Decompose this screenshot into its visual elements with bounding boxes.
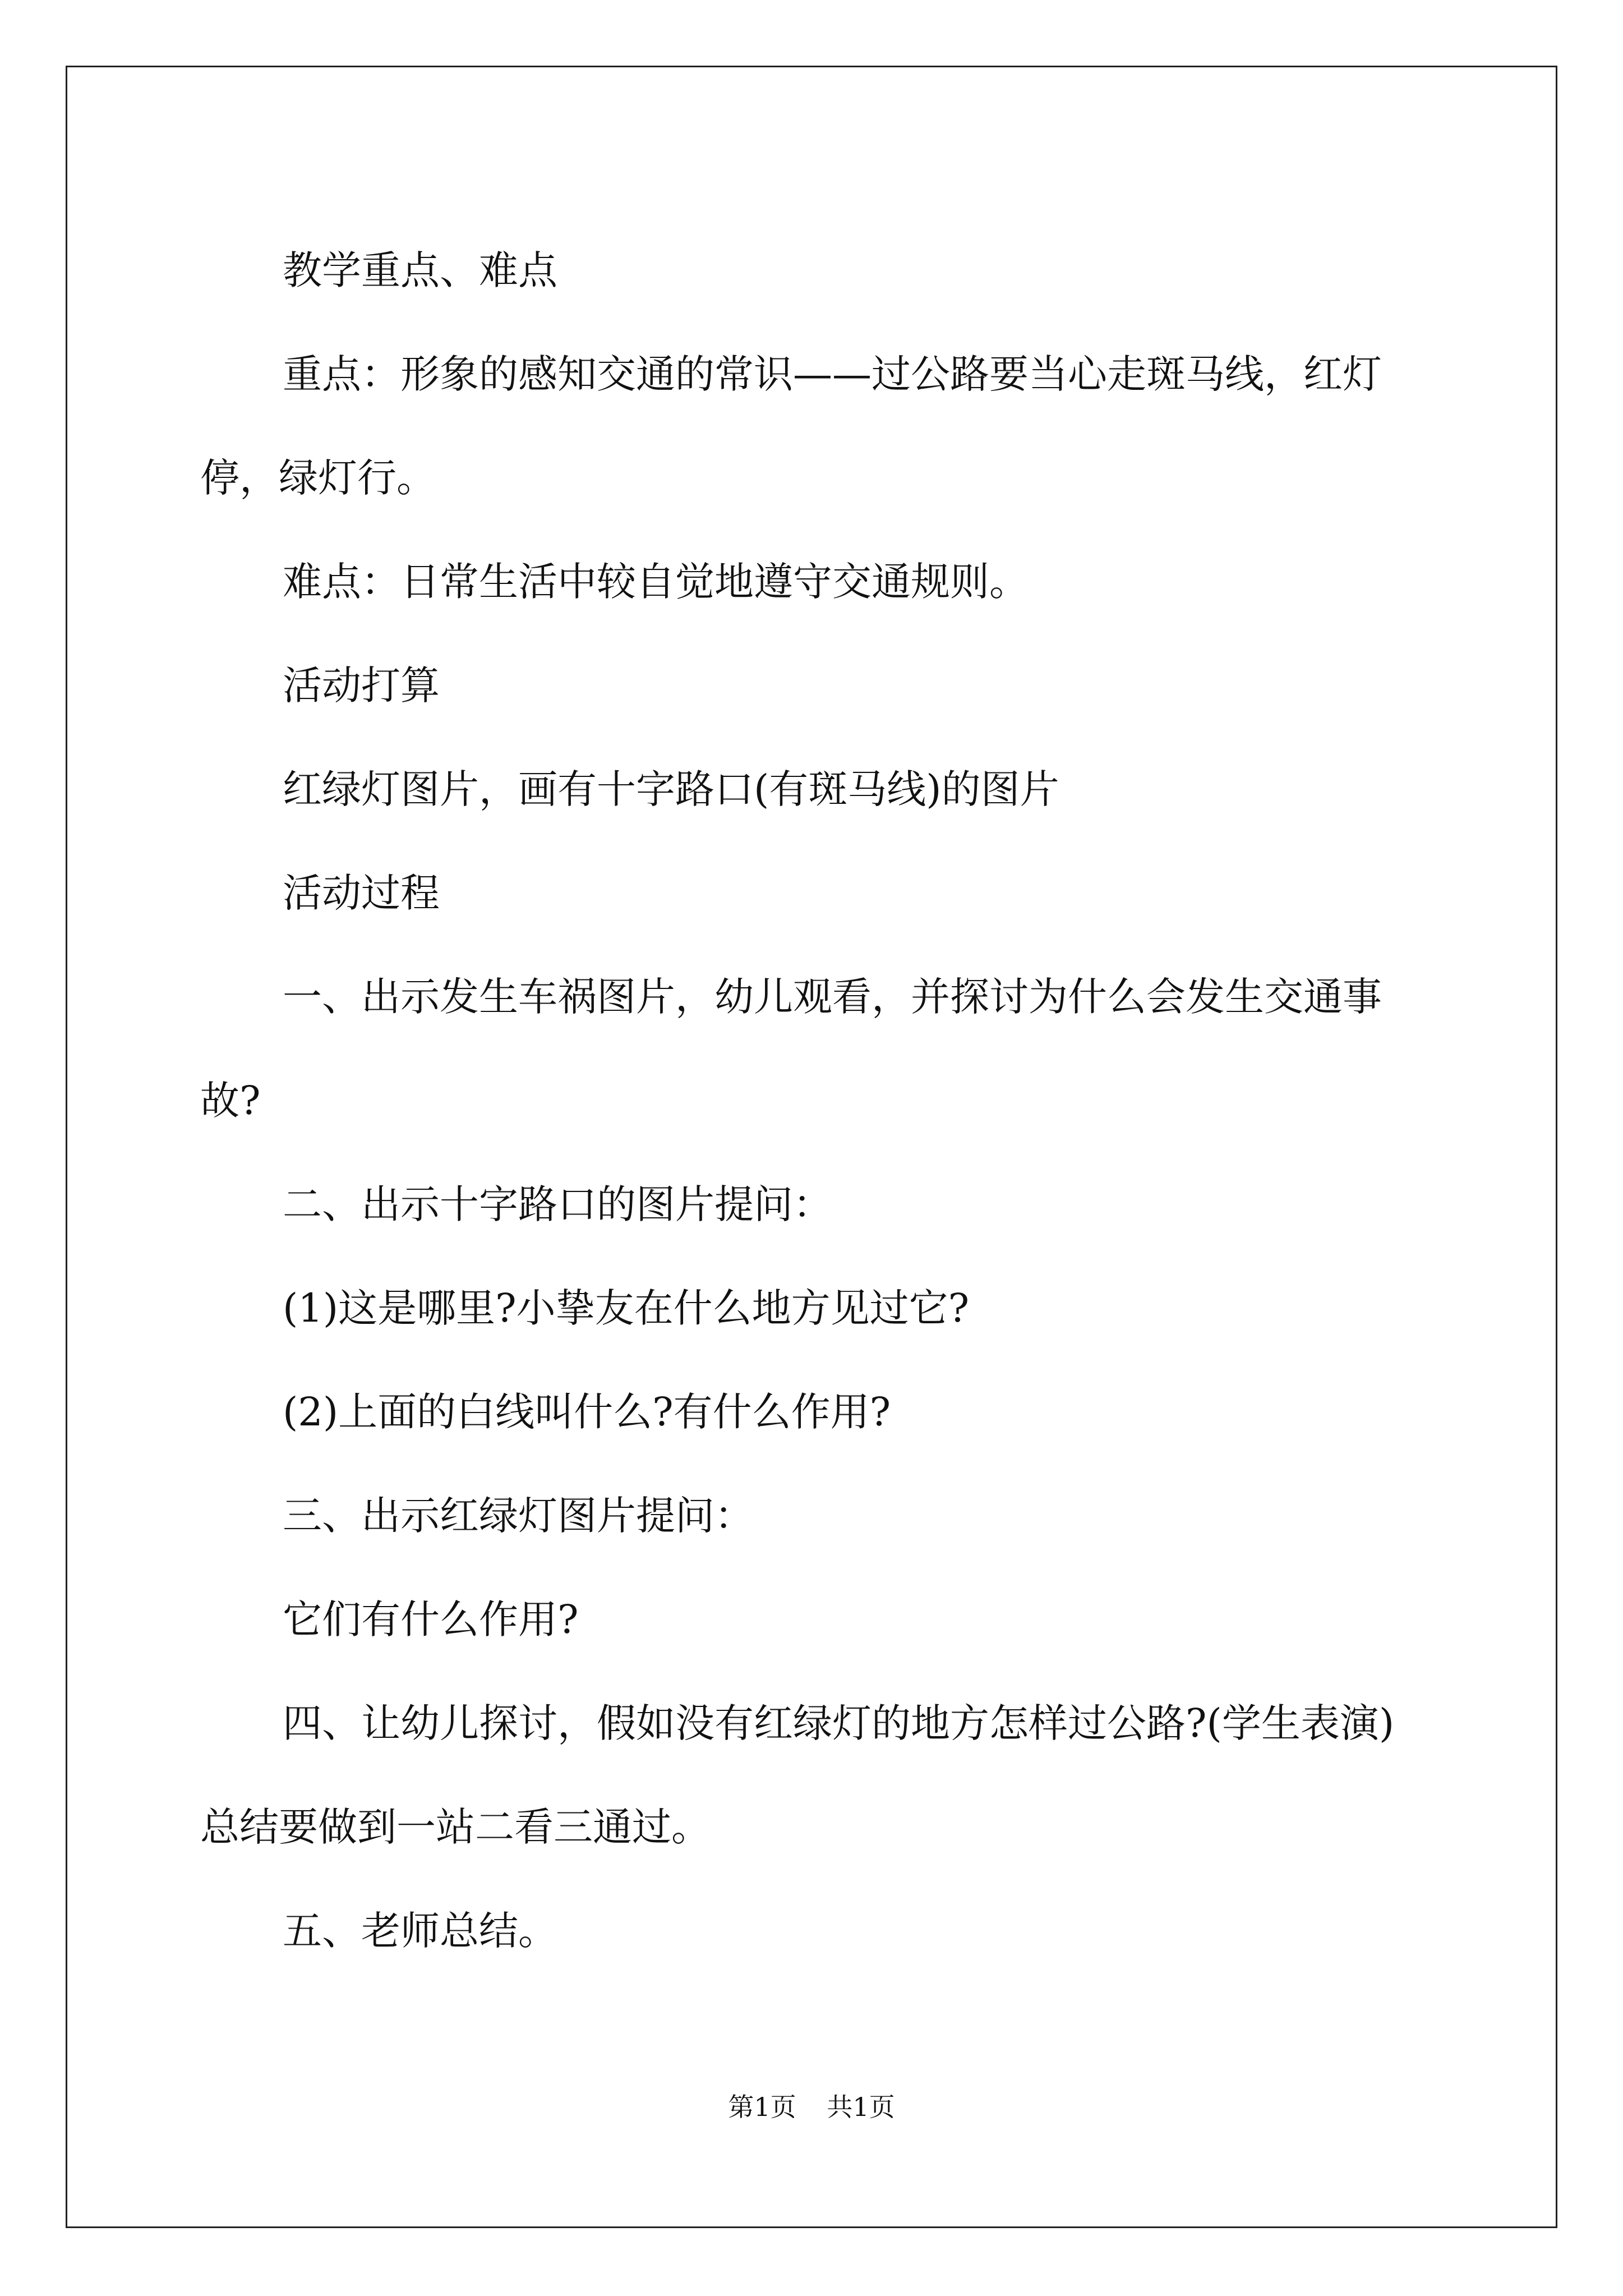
step-three-line: 三、出示红绿灯图片提问： [283, 1493, 754, 1539]
step-four-line: 四、让幼儿探讨，假如没有红绿灯的地方怎样过公路?(学生表演) [283, 1700, 1395, 1746]
preparation-line: 红绿灯图片，画有十字路口(有斑马线)的图片 [283, 766, 1059, 812]
question-two-line: (2)上面的白线叫什么?有什么作用? [283, 1389, 891, 1435]
difficulty-line: 难点：日常生活中较自觉地遵守交通规则。 [283, 559, 1029, 605]
step-two-line: 二、出示十字路口的图片提问： [283, 1181, 832, 1227]
page-number-total: 共1页 [827, 2092, 895, 2122]
step-one-line: 一、出示发生车祸图片，幼儿观看，并探讨为什么会发生交通事 [283, 974, 1382, 1020]
section-heading-preparation: 活动打算 [283, 662, 440, 708]
page-footer [0, 2087, 1623, 2124]
key-point-line: 重点：形象的感知交通的常识——过公路要当心走斑马线，红灯 [283, 351, 1382, 397]
section-heading-process: 活动过程 [283, 870, 440, 916]
page-number-current: 第1页 [728, 2092, 796, 2122]
key-point-line-continued: 停，绿灯行。 [200, 455, 436, 501]
document-body [200, 219, 1434, 1983]
step-four-line-continued: 总结要做到一站二看三通过。 [200, 1804, 711, 1850]
step-one-line-continued: 故? [200, 1078, 261, 1124]
step-five-line: 五、老师总结。 [283, 1908, 557, 1954]
question-one-line: (1)这是哪里?小挚友在什么地方见过它? [283, 1285, 970, 1331]
step-three-question-line: 它们有什么作用? [283, 1596, 579, 1642]
section-heading-key-points: 教学重点、难点 [283, 247, 557, 293]
